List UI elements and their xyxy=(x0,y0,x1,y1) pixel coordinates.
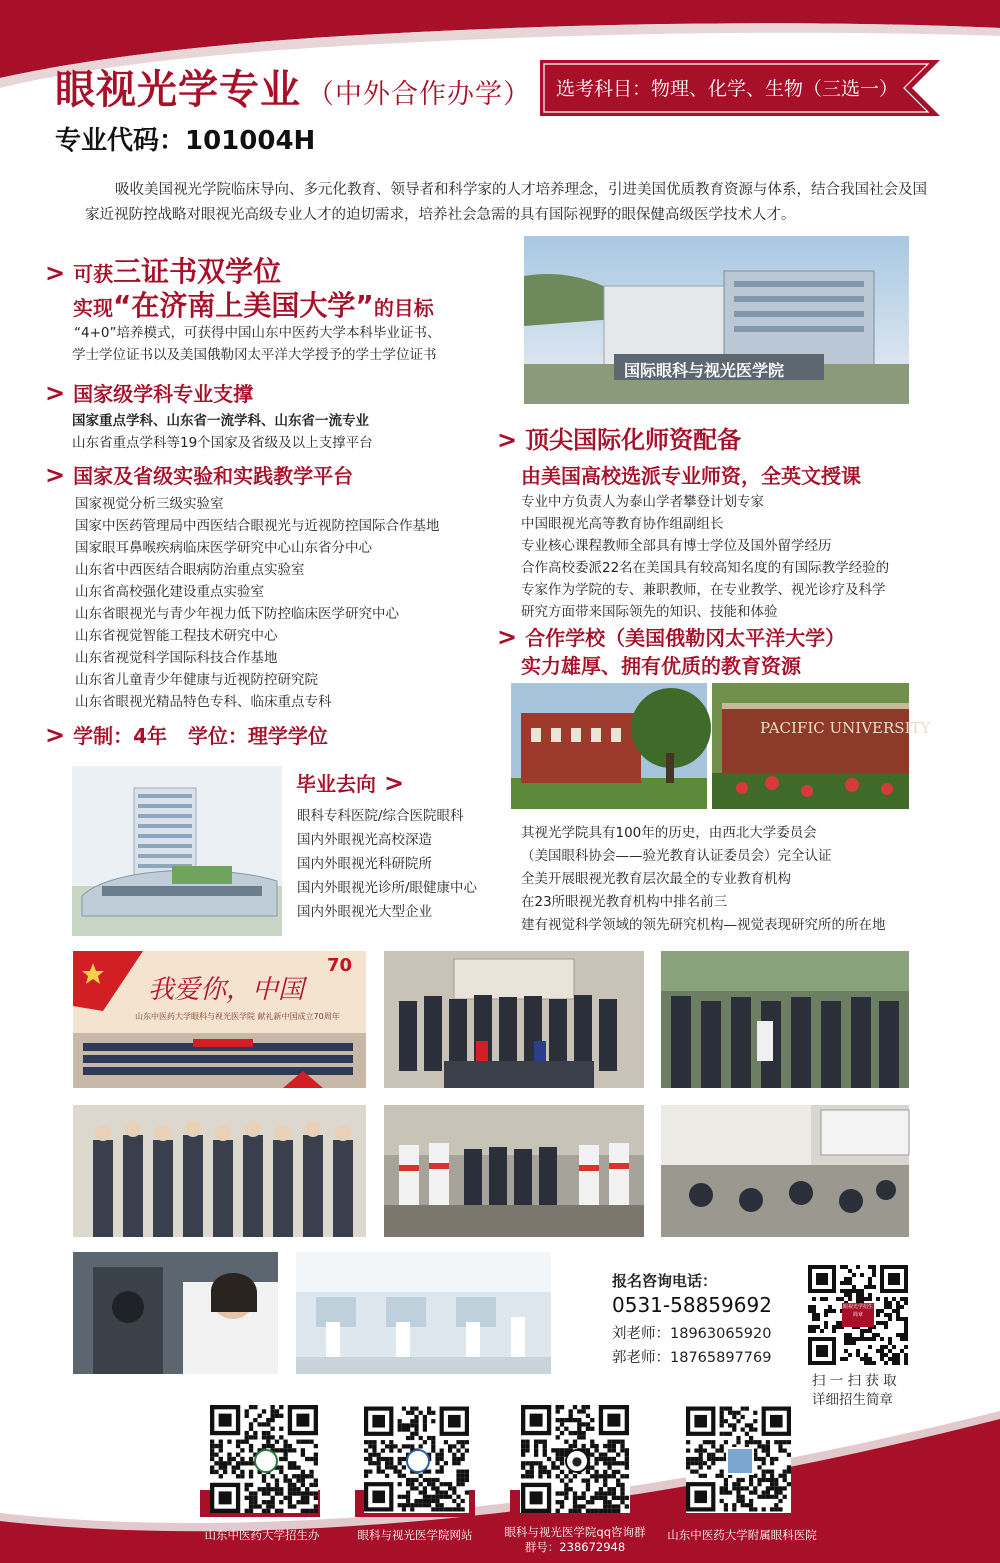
main-phone[interactable]: 0531-58859692 xyxy=(612,1293,772,1317)
qr-caption-website: 眼科与视光医学院网站 xyxy=(357,1528,473,1542)
partner-heading-2: 实力雄厚、拥有优质的教育资源 xyxy=(521,654,801,678)
chevron-right-icon: > xyxy=(45,259,66,287)
delegation-group-photo xyxy=(661,951,909,1088)
anniversary-slogan: 我爱你，中国 xyxy=(148,975,305,1005)
intro-paragraph: 吸收美国视光学院临床导向、多元化教育、领导者和科学家的人才培养理念，引进美国优质教育资源与体系，结合我国社会及国家近视防控战略对眼视光高级专业人才的迫切需求，培养社会急需的具有国际视野的眼保健高级医学技术人才。 xyxy=(85,182,927,223)
anniversary-70-badge: 70 xyxy=(327,955,353,976)
list-item: 建有视觉科学领域的领先研究机构—视觉表现研究所的所在地 xyxy=(521,917,886,933)
lab-group-photo xyxy=(73,1105,366,1237)
hospital-logo-icon xyxy=(726,1447,754,1475)
discipline-list xyxy=(72,410,373,454)
sports-team-photo xyxy=(384,1105,644,1237)
qr-caption-qq-number: 群号：238672948 xyxy=(524,1540,626,1554)
discipline-heading: > 国家级学科专业支撑 xyxy=(45,379,254,407)
contact-heading: 报名咨询电话： xyxy=(612,1272,718,1290)
list-item: 山东省儿童青少年健康与近视防控研究院 xyxy=(75,672,318,688)
partner-list xyxy=(521,822,886,937)
cert-line2-suffix: 的目标 xyxy=(373,296,434,320)
cert-desc-1: “4+0”培养模式，可获得中国山东中医药大学本科毕业证书、 xyxy=(74,325,441,341)
list-item: 山东省中西医结合眼病防治重点实验室 xyxy=(75,562,305,578)
career-heading: 毕业去向 > xyxy=(296,769,405,797)
list-item: 专业核心课程教师全部具有博士学位及国外留学经历 xyxy=(521,538,832,554)
qr-caption-admissions: 山东中医药大学招生办 xyxy=(204,1528,320,1542)
pacific-university-sign: PACIFIC UNIVERSITY xyxy=(760,719,931,737)
teacher-guo-phone[interactable]: 郭老师：18765897769 xyxy=(612,1350,772,1366)
hospital-building-image xyxy=(72,766,282,936)
list-item: 专业中方负责人为泰山学者攀登计划专家 xyxy=(521,494,764,510)
chevron-right-icon: > xyxy=(45,379,66,407)
clinic-photo xyxy=(296,1252,551,1374)
list-item: 中国眼视光高等教育协作组副组长 xyxy=(521,516,724,532)
chevron-right-icon: > xyxy=(45,461,66,489)
page-title-sub: （中外合作办学） xyxy=(307,79,531,110)
teacher-liu-phone[interactable]: 刘老师：18963065920 xyxy=(612,1326,772,1342)
cert-section xyxy=(45,250,434,322)
subject-banner-text: 选考科目：物理、化学、生物（三选一） xyxy=(556,78,899,100)
faculty-heading: > 顶尖国际化师资配备 xyxy=(497,426,742,454)
list-item: 国家中医药管理局中西医结合眼视光与近视防控国际合作基地 xyxy=(75,518,440,534)
campus-photo-2 xyxy=(712,683,931,809)
list-item: 专家作为学院的专、兼职教师，在专业教学、视光诊疗及科学 xyxy=(521,582,886,598)
major-code: 专业代码：101004H xyxy=(55,126,316,156)
list-item: 合作高校委派22名在美国具有较高知名度的有国际教学经验的 xyxy=(521,560,890,576)
list-item: 全美开展眼视光教育层次最全的专业教育机构 xyxy=(521,871,791,887)
qr-caption-hospital: 山东中医药大学附属眼科医院 xyxy=(667,1528,817,1542)
college-logo-icon xyxy=(406,1449,430,1473)
platform-heading: > 国家及省级实验和实践教学平台 xyxy=(45,461,354,489)
duration-heading: > 学制：4年 学位：理学学位 xyxy=(45,721,328,749)
chevron-right-icon: > xyxy=(45,721,66,749)
cert-line1-prefix: 可获 xyxy=(73,262,114,286)
list-item: 山东省视觉科学国际科技合作基地 xyxy=(75,650,278,666)
list-item: 山东省高校强化建设重点实验室 xyxy=(75,584,264,600)
qr-code-hospital[interactable] xyxy=(686,1405,791,1513)
list-item: 其视光学院具有100年的历史，由西北大学委员会 xyxy=(521,825,817,841)
career-list xyxy=(297,804,477,924)
qr-code-admissions[interactable] xyxy=(210,1405,318,1513)
list-item: 国内外眼视光诊所/眼健康中心 xyxy=(297,880,478,896)
discipline-bold-line: 国家重点学科、山东省一流学科、山东省一流专业 xyxy=(72,413,369,429)
qq-penguin-icon: ● xyxy=(565,1449,589,1473)
scan-hint-2: 详细招生简章 xyxy=(812,1392,893,1408)
cert-line2-prefix: 实现 xyxy=(73,296,113,320)
anniversary-sub: 山东中医药大学眼科与视光医学院 献礼新中国成立70周年 xyxy=(135,1012,340,1021)
page-title: 眼视光学专业 （中外合作办学） xyxy=(55,67,531,113)
admissions-logo-icon xyxy=(254,1449,278,1473)
anniversary-group-photo xyxy=(73,951,366,1088)
chevron-right-icon: > xyxy=(497,623,518,651)
brochure-qr-badge: 眼视光学招生简章 xyxy=(842,1303,874,1327)
list-item: 山东省眼视光与青少年视力低下防控临床医学研究中心 xyxy=(75,606,399,622)
eye-exam-photo xyxy=(73,1252,278,1374)
list-item: 研究方面带来国际领先的知识、技能和体验 xyxy=(521,604,778,620)
brochure-qr-code[interactable] xyxy=(808,1265,908,1365)
qr-code-qq-group[interactable] xyxy=(520,1405,630,1513)
scan-hint-1: 扫 一 扫 获 取 xyxy=(812,1373,897,1389)
cert-desc-2: 学士学位证书以及美国俄勒冈太平洋大学授予的学士学位证书 xyxy=(72,347,437,363)
partner-heading: > 合作学校（美国俄勒冈太平洋大学） xyxy=(497,623,846,651)
faculty-sub: 由美国高校选派专业师资，全英文授课 xyxy=(521,464,861,488)
chevron-right-icon: > xyxy=(497,426,518,454)
classroom-photo xyxy=(661,1105,909,1237)
cert-line1-big: 三证书双学位 xyxy=(113,255,282,288)
list-item: 国家视觉分析三级实验室 xyxy=(75,496,224,512)
discipline-line: 山东省重点学科等19个国家及省级及以上支撑平台 xyxy=(72,435,373,451)
college-building-image xyxy=(524,236,909,404)
platform-list xyxy=(75,493,440,713)
list-item: 眼科专科医院/综合医院眼科 xyxy=(297,808,464,824)
building-sign-text: 国际眼科与视光医学院 xyxy=(624,361,785,380)
list-item: 国内外眼视光科研院所 xyxy=(297,856,432,872)
list-item: 国内外眼视光大型企业 xyxy=(297,904,432,920)
cert-desc xyxy=(72,322,440,366)
chevron-right-icon: > xyxy=(384,769,405,797)
list-item: （美国眼科协会——验光教育认证委员会）完全认证 xyxy=(521,848,832,864)
signing-ceremony-photo xyxy=(384,951,644,1088)
cert-line2-big: “在济南上美国大学” xyxy=(113,289,374,322)
list-item: 山东省眼视光精品特色专科、临床重点专科 xyxy=(75,694,332,710)
list-item: 在23所眼视光教育机构中排名前三 xyxy=(521,894,728,910)
list-item: 国内外眼视光高校深造 xyxy=(297,832,432,848)
faculty-list xyxy=(521,491,889,623)
qr-caption-qq-group: 眼科与视光医学院qq咨询群 xyxy=(504,1525,646,1539)
campus-photo-1 xyxy=(511,683,707,809)
list-item: 山东省视觉智能工程技术研究中心 xyxy=(75,628,278,644)
qr-code-website[interactable] xyxy=(364,1405,469,1513)
list-item: 国家眼耳鼻喉疾病临床医学研究中心山东省分中心 xyxy=(75,540,372,556)
